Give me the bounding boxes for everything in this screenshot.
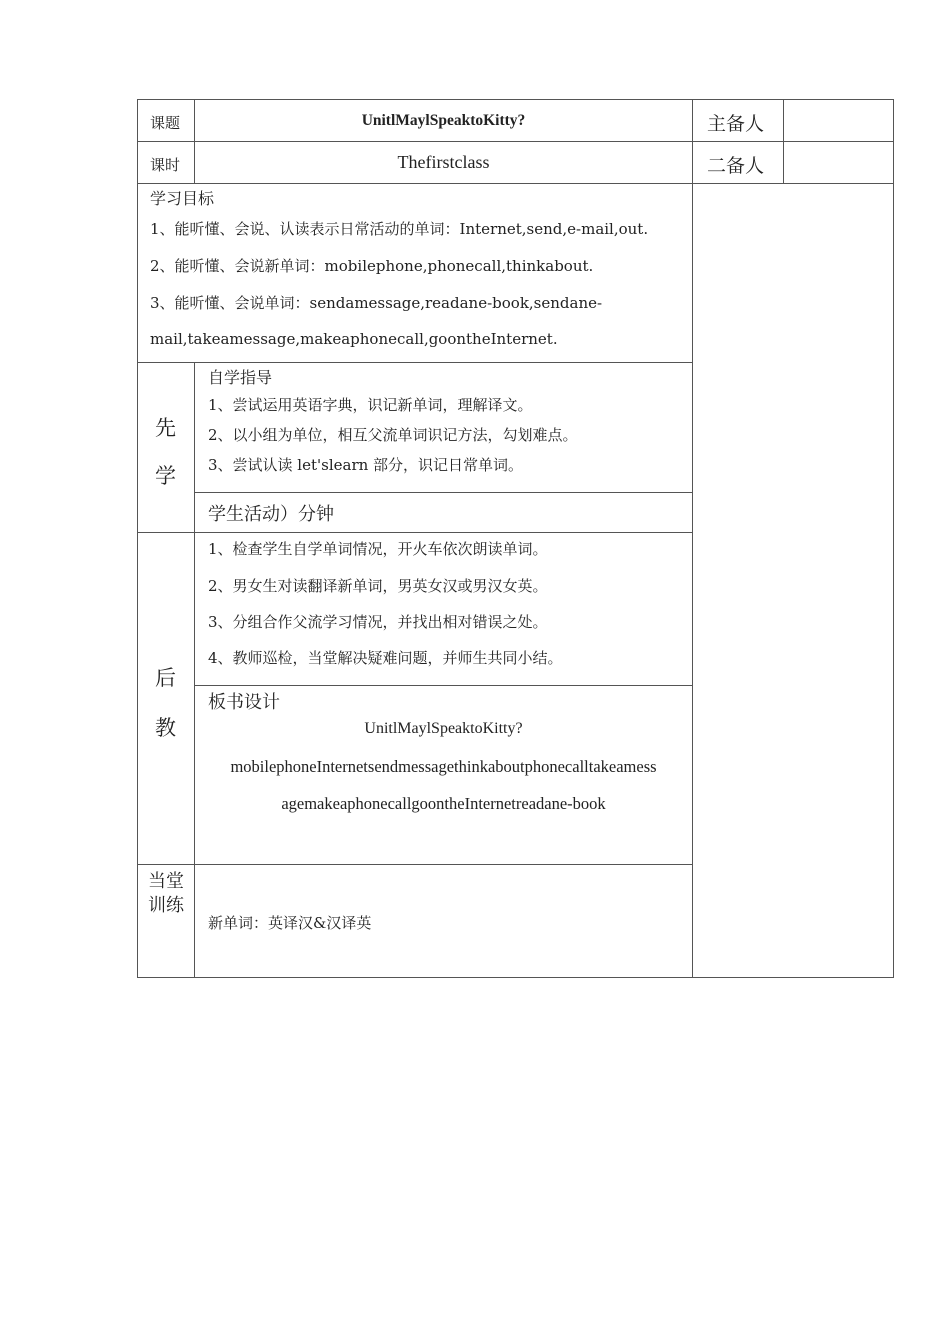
table-rule-steps-bottom — [194, 685, 693, 686]
board-line: mobilephoneInternetsendmessagethinkaboutphonecalltakeamess — [230, 757, 657, 776]
objective-item: 3、能听懂、会说单词：sendamessage,readane-book,sendane- — [150, 294, 603, 312]
table-rule-header-bottom — [137, 183, 894, 184]
teaching-step: 3、分组合作父流学习情况，并找出相对错误之处。 — [208, 613, 548, 631]
prestudy-side-label-2: 学 — [155, 464, 176, 488]
table-border-right — [893, 99, 894, 978]
practice-side-label-1: 当堂 — [148, 871, 184, 892]
teaching-step: 4、教师巡检，当堂解决疑难问题，并师生共同小结。 — [208, 649, 563, 667]
practice-side-label-2: 训练 — [148, 895, 184, 916]
table-rule-board-bottom — [137, 864, 693, 865]
postteach-side-label-1: 后 — [155, 666, 176, 690]
table-col-side — [194, 362, 195, 978]
table-border-top — [137, 99, 894, 100]
objectives-title: 学习目标 — [150, 189, 215, 208]
period-label: 课时 — [150, 156, 181, 174]
main-prep-label: 主备人 — [707, 113, 765, 135]
prestudy-side-label-1: 先 — [155, 416, 176, 440]
guide-title: 自学指导 — [208, 368, 273, 387]
postteach-side-label-2: 教 — [155, 716, 176, 740]
table-border-left — [137, 99, 138, 978]
table-col-content-right — [692, 99, 693, 978]
board-heading: UnitlMaylSpeaktoKitty? — [364, 720, 523, 737]
second-prep-label: 二备人 — [707, 155, 765, 177]
topic-value: UnitlMaylSpeaktoKitty? — [361, 112, 526, 129]
period-value: Thefirstclass — [397, 152, 490, 172]
guide-item: 1、尝试运用英语字典，识记新单词，理解译文。 — [208, 396, 533, 414]
topic-label: 课题 — [150, 114, 181, 132]
objective-item: 2、能听懂、会说新单词：mobilephone,phonecall,thinkabout. — [150, 257, 594, 275]
guide-item: 3、尝试认读 let'slearn 部分，识记日常单词。 — [208, 456, 524, 474]
objective-item: 1、能听懂、会说、认读表示日常活动的单词：Internet,send,e-mail,out. — [150, 220, 649, 238]
board-design-title: 板书设计 — [208, 692, 280, 713]
table-rule-prestudy-bottom — [137, 532, 693, 533]
teaching-step: 1、检查学生自学单词情况，开火车依次朗读单词。 — [208, 540, 548, 558]
table-rule-header-mid — [137, 141, 894, 142]
table-rule-objectives-bottom — [137, 362, 693, 363]
board-line: agemakeaphonecallgoontheInternetreadane-book — [281, 794, 606, 813]
guide-item: 2、以小组为单位，相互父流单词识记方法，勾划难点。 — [208, 426, 578, 444]
practice-content: 新单词：英译汉&汉译英 — [208, 914, 372, 932]
table-col-prep-value — [783, 99, 784, 184]
table-border-bottom — [137, 977, 894, 978]
table-rule-guide-bottom — [194, 492, 693, 493]
teaching-step: 2、男女生对读翻译新单词，男英女汉或男汉女英。 — [208, 577, 548, 595]
objective-item: mail,takeamessage,makeaphonecall,goontheInternet. — [150, 330, 558, 348]
student-activity: 学生活动）分钟 — [208, 504, 334, 525]
